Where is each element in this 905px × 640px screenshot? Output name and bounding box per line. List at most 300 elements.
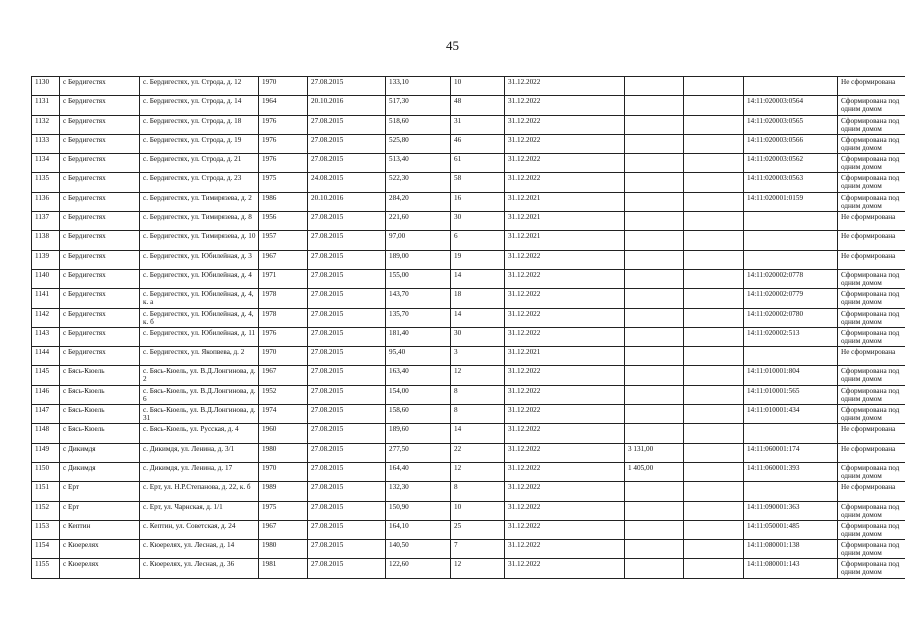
- cell-address: с. Бердигестях, ул. Строда, д. 18: [140, 115, 259, 134]
- cell-cadastral-number: 14:11:020003:0565: [744, 115, 838, 134]
- cell-cost: [625, 520, 684, 539]
- cell-build-year: 1967: [259, 520, 308, 539]
- cell-date: 27.08.2015: [308, 443, 386, 462]
- cell-date: 27.08.2015: [308, 366, 386, 385]
- cell-cadastral-number: [744, 231, 838, 250]
- cell-date: 27.08.2015: [308, 501, 386, 520]
- cell-cost: [625, 501, 684, 520]
- cell-settlement: с Дикимдя: [60, 462, 140, 481]
- cell-build-year: 1970: [259, 462, 308, 481]
- cell-date: 27.08.2015: [308, 250, 386, 269]
- cell-cost: 3 131,00: [625, 443, 684, 462]
- cell-build-year: 1986: [259, 192, 308, 211]
- cell-area: 132,30: [386, 482, 451, 501]
- table-row: [32, 250, 905, 269]
- cell-deadline: 31.12.2022: [505, 462, 625, 481]
- cell-land-status: Сформирована под одним домом: [838, 289, 905, 308]
- cell-cost: [625, 173, 684, 192]
- cell-build-year: 1956: [259, 212, 308, 231]
- cell-date: 20.10.2016: [308, 96, 386, 115]
- cell-settlement: с Бердигестях: [60, 173, 140, 192]
- cell-deadline: 31.12.2022: [505, 250, 625, 269]
- cell-extra: [684, 540, 744, 559]
- cell-land-status: Сформирована под одним домом: [838, 327, 905, 346]
- cell-deadline: 31.12.2021: [505, 231, 625, 250]
- table-row: [32, 77, 905, 96]
- cell-build-year: 1980: [259, 443, 308, 462]
- cell-area: 154,00: [386, 385, 451, 404]
- cell-address: с. Кюерелях, ул. Лесная, д. 14: [140, 540, 259, 559]
- cell-date: 27.08.2015: [308, 540, 386, 559]
- cell-row-number: 1150: [32, 462, 60, 481]
- cell-extra: [684, 366, 744, 385]
- cell-row-number: 1142: [32, 308, 60, 327]
- cell-deadline: 31.12.2022: [505, 96, 625, 115]
- cell-row-number: 1149: [32, 443, 60, 462]
- cell-settlement: с Бердигестях: [60, 77, 140, 96]
- cell-address: с. Бердигестях, ул. Строда, д. 19: [140, 134, 259, 153]
- cell-area: 150,90: [386, 501, 451, 520]
- table-row: [32, 540, 905, 559]
- cell-address: с. Бердигестях, ул. Тимирязева, д. 10: [140, 231, 259, 250]
- cell-cadastral-number: 14:11:050001:485: [744, 520, 838, 539]
- table-row: [32, 405, 905, 424]
- cell-extra: [684, 462, 744, 481]
- cell-land-status: Сформирована под одним домом: [838, 154, 905, 173]
- cell-build-year: 1967: [259, 250, 308, 269]
- cell-date: 27.08.2015: [308, 462, 386, 481]
- table-row: [32, 96, 905, 115]
- cell-row-number: 1146: [32, 385, 60, 404]
- cell-deadline: 31.12.2021: [505, 347, 625, 366]
- cell-area: 133,10: [386, 77, 451, 96]
- cell-date: 27.08.2015: [308, 154, 386, 173]
- cell-row-number: 1138: [32, 231, 60, 250]
- cell-build-year: 1971: [259, 269, 308, 288]
- cell-land-status: Сформирована под одним домом: [838, 134, 905, 153]
- cell-address: с. Бердигестях, ул. Юбилейная, д. 4, к. б: [140, 308, 259, 327]
- cell-land-status: Сформирована под одним домом: [838, 501, 905, 520]
- cell-area: 518,60: [386, 115, 451, 134]
- cell-cadastral-number: [744, 424, 838, 443]
- table-row: [32, 520, 905, 539]
- cell-row-number: 1132: [32, 115, 60, 134]
- table-row: [32, 424, 905, 443]
- cell-land-status: Не сформирована: [838, 77, 905, 96]
- cell-cost: [625, 134, 684, 153]
- cell-settlement: с Бердигестях: [60, 212, 140, 231]
- cell-cost: [625, 154, 684, 173]
- cell-land-status: Не сформирована: [838, 443, 905, 462]
- cell-cost: [625, 192, 684, 211]
- cell-settlement: с Бердигестях: [60, 115, 140, 134]
- cell-date: 27.08.2015: [308, 269, 386, 288]
- cell-land-status: Сформирована под одним домом: [838, 192, 905, 211]
- cell-build-year: 1989: [259, 482, 308, 501]
- cell-cadastral-number: [744, 77, 838, 96]
- cell-date: 27.08.2015: [308, 347, 386, 366]
- cell-cost: [625, 540, 684, 559]
- cell-build-year: 1960: [259, 424, 308, 443]
- cell-settlement: с Кептин: [60, 520, 140, 539]
- cell-address: с. Кюерелях, ул. Лесная, д. 36: [140, 559, 259, 578]
- cell-extra: [684, 347, 744, 366]
- cell-deadline: 31.12.2022: [505, 501, 625, 520]
- cell-extra: [684, 173, 744, 192]
- cell-build-year: 1957: [259, 231, 308, 250]
- cell-date: 27.08.2015: [308, 559, 386, 578]
- cell-build-year: 1952: [259, 385, 308, 404]
- cell-build-year: 1978: [259, 308, 308, 327]
- cell-address: с. Дикимдя, ул. Ленина, д. 17: [140, 462, 259, 481]
- cell-build-year: 1980: [259, 540, 308, 559]
- cell-land-status: Сформирована под одним домом: [838, 115, 905, 134]
- table-row: [32, 115, 905, 134]
- cell-area: 284,20: [386, 192, 451, 211]
- cell-address: с. Бердигестях, ул. Строда, д. 12: [140, 77, 259, 96]
- table-row: [32, 462, 905, 481]
- cell-residents: 18: [451, 289, 505, 308]
- cell-address: с. Ерт, ул. Н.Р.Степанова, д. 22, к. б: [140, 482, 259, 501]
- cell-date: 27.08.2015: [308, 327, 386, 346]
- table-row: [32, 501, 905, 520]
- cell-cost: [625, 96, 684, 115]
- cell-build-year: 1976: [259, 115, 308, 134]
- cell-date: 27.08.2015: [308, 212, 386, 231]
- cell-cost: [625, 289, 684, 308]
- cell-settlement: с Бердигестях: [60, 250, 140, 269]
- cell-cost: [625, 212, 684, 231]
- table-row: [32, 212, 905, 231]
- cell-date: 27.08.2015: [308, 77, 386, 96]
- table-row: [32, 192, 905, 211]
- cell-deadline: 31.12.2022: [505, 540, 625, 559]
- cell-land-status: Сформирована под одним домом: [838, 96, 905, 115]
- table-row: [32, 482, 905, 501]
- cell-deadline: 31.12.2022: [505, 269, 625, 288]
- cell-area: 164,40: [386, 462, 451, 481]
- cell-area: 221,60: [386, 212, 451, 231]
- cell-deadline: 31.12.2022: [505, 327, 625, 346]
- cell-area: 513,40: [386, 154, 451, 173]
- cell-build-year: 1964: [259, 96, 308, 115]
- cell-row-number: 1131: [32, 96, 60, 115]
- cell-address: с. Бердигестях, ул. Юбилейная, д. 11: [140, 327, 259, 346]
- table-row: [32, 173, 905, 192]
- table-row: [32, 289, 905, 308]
- cell-row-number: 1137: [32, 212, 60, 231]
- cell-cadastral-number: 14:11:020003:0564: [744, 96, 838, 115]
- cell-cost: [625, 269, 684, 288]
- cell-land-status: Сформирована под одним домом: [838, 173, 905, 192]
- cell-extra: [684, 327, 744, 346]
- cell-settlement: с Бердигестях: [60, 269, 140, 288]
- cell-deadline: 31.12.2022: [505, 173, 625, 192]
- cell-deadline: 31.12.2022: [505, 385, 625, 404]
- cell-extra: [684, 96, 744, 115]
- cell-cadastral-number: [744, 482, 838, 501]
- cell-settlement: с Бердигестях: [60, 192, 140, 211]
- cell-deadline: 31.12.2022: [505, 405, 625, 424]
- cell-residents: 12: [451, 559, 505, 578]
- cell-build-year: 1974: [259, 405, 308, 424]
- cell-extra: [684, 385, 744, 404]
- cell-area: 122,60: [386, 559, 451, 578]
- cell-extra: [684, 212, 744, 231]
- cell-cost: [625, 231, 684, 250]
- cell-build-year: 1967: [259, 366, 308, 385]
- cell-residents: 48: [451, 96, 505, 115]
- cell-address: с. Бердигестях, ул. Строда, д. 21: [140, 154, 259, 173]
- table-row: [32, 134, 905, 153]
- cell-deadline: 31.12.2022: [505, 520, 625, 539]
- cell-cost: [625, 250, 684, 269]
- cell-area: 189,00: [386, 250, 451, 269]
- cell-row-number: 1153: [32, 520, 60, 539]
- cell-area: 155,00: [386, 269, 451, 288]
- cell-cadastral-number: 14:11:060001:174: [744, 443, 838, 462]
- cell-cost: [625, 424, 684, 443]
- cell-address: с. Бясь-Кюель, ул. В.Д.Лонгинова, д. 2: [140, 366, 259, 385]
- cell-cadastral-number: 14:11:020002:0779: [744, 289, 838, 308]
- table-row: [32, 308, 905, 327]
- cell-residents: 12: [451, 366, 505, 385]
- table-row: [32, 366, 905, 385]
- cell-cadastral-number: 14:11:020002:0780: [744, 308, 838, 327]
- cell-residents: 6: [451, 231, 505, 250]
- cell-date: 27.08.2015: [308, 520, 386, 539]
- cell-extra: [684, 308, 744, 327]
- cell-address: с. Бердигестях, ул. Юбилейная, д. 4: [140, 269, 259, 288]
- cell-area: 140,50: [386, 540, 451, 559]
- cell-row-number: 1154: [32, 540, 60, 559]
- cell-row-number: 1147: [32, 405, 60, 424]
- cell-extra: [684, 134, 744, 153]
- cell-area: 517,30: [386, 96, 451, 115]
- cell-date: 27.08.2015: [308, 308, 386, 327]
- cell-build-year: 1975: [259, 173, 308, 192]
- cell-build-year: 1975: [259, 501, 308, 520]
- cell-build-year: 1978: [259, 289, 308, 308]
- cell-residents: 14: [451, 308, 505, 327]
- cell-build-year: 1976: [259, 134, 308, 153]
- cell-row-number: 1135: [32, 173, 60, 192]
- cell-build-year: 1970: [259, 347, 308, 366]
- page-number: 45: [446, 38, 459, 53]
- cell-residents: 22: [451, 443, 505, 462]
- cell-address: с. Бясь-Кюель, ул. В.Д.Лонгинова, д. 6: [140, 385, 259, 404]
- cell-residents: 30: [451, 212, 505, 231]
- cell-deadline: 31.12.2022: [505, 154, 625, 173]
- cell-row-number: 1140: [32, 269, 60, 288]
- cell-deadline: 31.12.2022: [505, 77, 625, 96]
- cell-date: 24.08.2015: [308, 173, 386, 192]
- cell-extra: [684, 405, 744, 424]
- cell-extra: [684, 115, 744, 134]
- cell-cadastral-number: 14:11:080001:138: [744, 540, 838, 559]
- cell-residents: 14: [451, 269, 505, 288]
- cell-land-status: Сформирована под одним домом: [838, 366, 905, 385]
- cell-row-number: 1133: [32, 134, 60, 153]
- cell-settlement: с Бердигестях: [60, 96, 140, 115]
- cell-extra: [684, 482, 744, 501]
- cell-area: 95,40: [386, 347, 451, 366]
- table-row: [32, 385, 905, 404]
- cell-address: с. Бердигестях, ул. Тимирязева, д. 8: [140, 212, 259, 231]
- cell-deadline: 31.12.2022: [505, 289, 625, 308]
- cell-area: 143,70: [386, 289, 451, 308]
- cell-extra: [684, 289, 744, 308]
- cell-cost: [625, 327, 684, 346]
- cell-settlement: с Бясь-Кюель: [60, 366, 140, 385]
- cell-area: 164,10: [386, 520, 451, 539]
- cell-settlement: с Бердигестях: [60, 327, 140, 346]
- cell-settlement: с Бердигестях: [60, 154, 140, 173]
- cell-settlement: с Бердигестях: [60, 289, 140, 308]
- cell-land-status: Не сформирована: [838, 424, 905, 443]
- cell-build-year: 1976: [259, 327, 308, 346]
- cell-build-year: 1981: [259, 559, 308, 578]
- cell-land-status: Не сформирована: [838, 482, 905, 501]
- table-row: [32, 347, 905, 366]
- cell-area: 277,50: [386, 443, 451, 462]
- cell-extra: [684, 231, 744, 250]
- cell-address: с. Бердигестях, ул. Якопвева, д. 2: [140, 347, 259, 366]
- table-row: [32, 559, 905, 578]
- cell-area: 158,60: [386, 405, 451, 424]
- cell-cost: [625, 482, 684, 501]
- cell-residents: 8: [451, 482, 505, 501]
- cell-row-number: 1155: [32, 559, 60, 578]
- cell-extra: [684, 154, 744, 173]
- cell-date: 27.08.2015: [308, 115, 386, 134]
- table-row: [32, 443, 905, 462]
- cell-residents: 16: [451, 192, 505, 211]
- cell-cost: [625, 347, 684, 366]
- cell-settlement: с Ерт: [60, 482, 140, 501]
- cell-address: с. Бердигестях, ул. Строда, д. 23: [140, 173, 259, 192]
- housing-registry-table: [31, 76, 905, 579]
- cell-address: с. Кептин, ул. Советская, д. 24: [140, 520, 259, 539]
- cell-cadastral-number: 14:11:060001:393: [744, 462, 838, 481]
- cell-cadastral-number: 14:11:020002:513: [744, 327, 838, 346]
- cell-land-status: Сформирована под одним домом: [838, 540, 905, 559]
- cell-extra: [684, 520, 744, 539]
- cell-row-number: 1141: [32, 289, 60, 308]
- cell-settlement: с Дикимдя: [60, 443, 140, 462]
- cell-row-number: 1134: [32, 154, 60, 173]
- cell-row-number: 1148: [32, 424, 60, 443]
- cell-address: с. Бясь-Кюель, ул. В.Д.Лонгинова, д. 31: [140, 405, 259, 424]
- cell-cadastral-number: 14:11:010001:565: [744, 385, 838, 404]
- cell-residents: 61: [451, 154, 505, 173]
- cell-deadline: 31.12.2022: [505, 308, 625, 327]
- cell-residents: 46: [451, 134, 505, 153]
- cell-cadastral-number: 14:11:020003:0562: [744, 154, 838, 173]
- cell-row-number: 1139: [32, 250, 60, 269]
- cell-address: с. Бердигестях, ул. Юбилейная, д. 4, к. а: [140, 289, 259, 308]
- cell-deadline: 31.12.2022: [505, 424, 625, 443]
- cell-area: 97,00: [386, 231, 451, 250]
- cell-date: 27.08.2015: [308, 134, 386, 153]
- cell-deadline: 31.12.2022: [505, 366, 625, 385]
- cell-area: 163,40: [386, 366, 451, 385]
- cell-date: 27.08.2015: [308, 405, 386, 424]
- cell-area: 525,80: [386, 134, 451, 153]
- cell-date: 27.08.2015: [308, 289, 386, 308]
- cell-residents: 8: [451, 385, 505, 404]
- cell-residents: 10: [451, 77, 505, 96]
- table-row: [32, 231, 905, 250]
- cell-build-year: 1976: [259, 154, 308, 173]
- cell-deadline: 31.12.2022: [505, 443, 625, 462]
- cell-date: 20.10.2016: [308, 192, 386, 211]
- cell-row-number: 1151: [32, 482, 60, 501]
- cell-residents: 8: [451, 405, 505, 424]
- cell-cost: [625, 559, 684, 578]
- cell-extra: [684, 250, 744, 269]
- cell-deadline: 31.12.2021: [505, 192, 625, 211]
- cell-row-number: 1145: [32, 366, 60, 385]
- cell-land-status: Не сформирована: [838, 231, 905, 250]
- cell-extra: [684, 269, 744, 288]
- cell-residents: 12: [451, 462, 505, 481]
- cell-cadastral-number: [744, 212, 838, 231]
- cell-cadastral-number: 14:11:020003:0566: [744, 134, 838, 153]
- cell-cost: [625, 405, 684, 424]
- cell-area: 189,60: [386, 424, 451, 443]
- cell-settlement: с Ерт: [60, 501, 140, 520]
- cell-settlement: с Бердигестях: [60, 134, 140, 153]
- cell-extra: [684, 443, 744, 462]
- cell-area: 135,70: [386, 308, 451, 327]
- cell-date: 27.08.2015: [308, 231, 386, 250]
- cell-cadastral-number: 14:11:080001:143: [744, 559, 838, 578]
- cell-residents: 14: [451, 424, 505, 443]
- cell-deadline: 31.12.2022: [505, 115, 625, 134]
- cell-row-number: 1136: [32, 192, 60, 211]
- cell-extra: [684, 559, 744, 578]
- cell-land-status: Сформирована под одним домом: [838, 405, 905, 424]
- cell-residents: 10: [451, 501, 505, 520]
- cell-settlement: с Бясь-Кюель: [60, 424, 140, 443]
- cell-address: с. Бердигестях, ул. Тимирязева, д. 2: [140, 192, 259, 211]
- table-row: [32, 269, 905, 288]
- cell-land-status: Не сформирована: [838, 212, 905, 231]
- cell-address: с. Дикимдя, ул. Ленина, д. 3/1: [140, 443, 259, 462]
- cell-address: с. Бердигестях, ул. Строда, д. 14: [140, 96, 259, 115]
- cell-extra: [684, 192, 744, 211]
- cell-cadastral-number: 14:11:090001:363: [744, 501, 838, 520]
- cell-land-status: Сформирована под одним домом: [838, 462, 905, 481]
- cell-cost: [625, 308, 684, 327]
- cell-residents: 58: [451, 173, 505, 192]
- cell-residents: 19: [451, 250, 505, 269]
- cell-build-year: 1970: [259, 77, 308, 96]
- cell-settlement: с Бердигестях: [60, 231, 140, 250]
- cell-area: 522,30: [386, 173, 451, 192]
- cell-settlement: с Кюерелях: [60, 540, 140, 559]
- cell-settlement: с Бердигестях: [60, 347, 140, 366]
- cell-land-status: Сформирована под одним домом: [838, 308, 905, 327]
- cell-cadastral-number: [744, 347, 838, 366]
- cell-deadline: 31.12.2022: [505, 482, 625, 501]
- cell-date: 27.08.2015: [308, 482, 386, 501]
- cell-cost: [625, 366, 684, 385]
- cell-extra: [684, 77, 744, 96]
- cell-date: 27.08.2015: [308, 385, 386, 404]
- cell-cost: 1 405,00: [625, 462, 684, 481]
